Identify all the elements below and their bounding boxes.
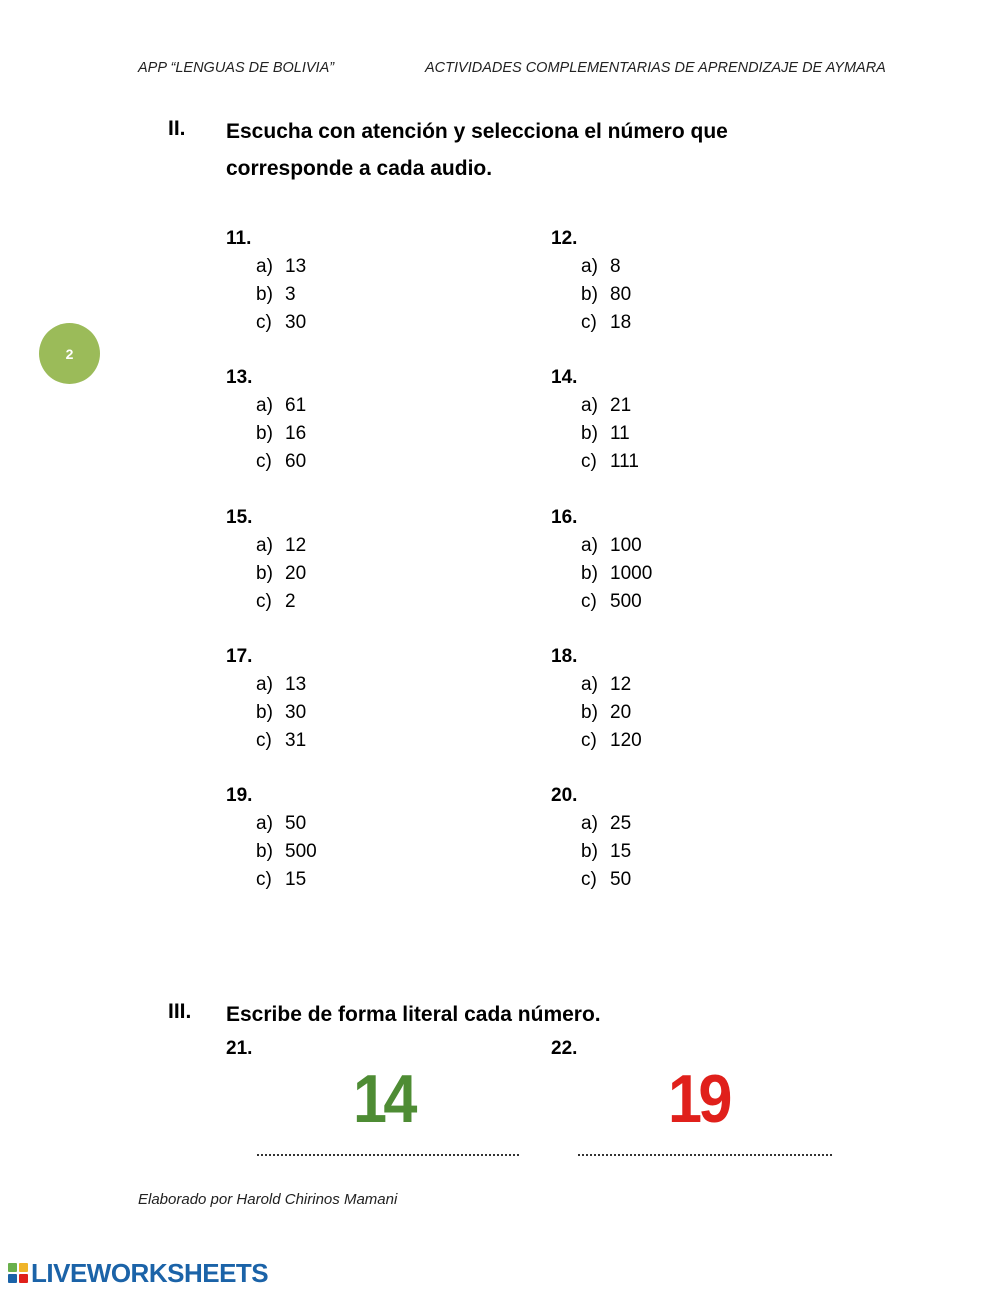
option-letter: a) [256, 256, 273, 277]
option-letter: c) [256, 730, 272, 751]
option-value: 120 [610, 730, 642, 751]
question-number: 19. [226, 785, 253, 806]
logo-grid-icon [8, 1263, 28, 1283]
option-value: 80 [610, 284, 632, 305]
option-c[interactable] [551, 727, 851, 755]
option-a[interactable] [551, 532, 851, 560]
option-letter: a) [256, 813, 273, 834]
liveworksheets-logo[interactable] [8, 1259, 268, 1287]
question-14 [551, 364, 851, 476]
option-letter: b) [256, 423, 273, 444]
option-letter: b) [581, 423, 598, 444]
option-value: 13 [285, 256, 307, 277]
page-number-badge: 2 [39, 323, 100, 384]
option-b[interactable] [551, 281, 851, 309]
option-a[interactable] [551, 671, 851, 699]
option-letter: c) [581, 451, 597, 472]
option-letter: b) [256, 563, 273, 584]
author-credit: Elaborado por Harold Chirinos Mamani [138, 1191, 398, 1208]
option-value: 21 [610, 395, 632, 416]
option-c[interactable] [226, 727, 526, 755]
option-value: 50 [285, 813, 307, 834]
question-15 [226, 504, 526, 616]
question-22-number: 22. [551, 1038, 578, 1059]
option-value: 16 [285, 423, 307, 444]
option-value: 18 [610, 312, 632, 333]
section-2-instruction: Escucha con atención y selecciona el número que corresponde a cada audio. [226, 120, 728, 180]
option-a[interactable] [226, 392, 526, 420]
option-letter: c) [581, 730, 597, 751]
question-number: 17. [226, 646, 253, 667]
option-b[interactable] [226, 420, 526, 448]
option-value: 12 [610, 674, 632, 695]
option-value: 111 [610, 451, 639, 472]
question-number: 20. [551, 785, 578, 806]
option-value: 15 [610, 841, 632, 862]
brand-name: LIVEWORKSHEETS [31, 1257, 269, 1288]
answer-field-22[interactable] [578, 1140, 832, 1156]
option-c[interactable] [226, 309, 526, 337]
header-app-title: APP “LENGUAS DE BOLIVIA” [138, 60, 335, 76]
option-letter: c) [256, 869, 272, 890]
option-letter: b) [581, 284, 598, 305]
option-c[interactable] [226, 448, 526, 476]
option-value: 30 [285, 702, 307, 723]
option-a[interactable] [226, 810, 526, 838]
option-letter: a) [581, 256, 598, 277]
option-value: 2 [285, 591, 296, 612]
question-20 [551, 782, 851, 894]
option-a[interactable] [226, 671, 526, 699]
question-21-number: 21. [226, 1038, 253, 1059]
option-letter: a) [581, 535, 598, 556]
option-letter: b) [256, 702, 273, 723]
option-b[interactable] [551, 420, 851, 448]
question-19 [226, 782, 526, 894]
option-c[interactable] [551, 588, 851, 616]
option-b[interactable] [551, 838, 851, 866]
option-letter: b) [581, 841, 598, 862]
header-activity-title: ACTIVIDADES COMPLEMENTARIAS DE APRENDIZAJE DE AYMARA [425, 60, 886, 76]
option-value: 31 [285, 730, 307, 751]
option-value: 500 [610, 591, 642, 612]
option-letter: b) [581, 563, 598, 584]
option-a[interactable] [551, 392, 851, 420]
option-b[interactable] [226, 281, 526, 309]
question-number: 12. [551, 228, 578, 249]
option-letter: a) [581, 813, 598, 834]
section-3-instruction: Escribe de forma literal cada número. [226, 1003, 601, 1026]
question-number: 11. [226, 228, 252, 249]
logo-cell [8, 1274, 17, 1283]
option-b[interactable] [551, 699, 851, 727]
option-c[interactable] [551, 309, 851, 337]
question-17 [226, 643, 526, 755]
option-letter: a) [256, 395, 273, 416]
option-value: 500 [285, 841, 317, 862]
option-value: 1000 [610, 563, 653, 584]
option-a[interactable] [551, 253, 851, 281]
option-letter: a) [581, 674, 598, 695]
option-value: 60 [285, 451, 307, 472]
logo-cell [8, 1263, 17, 1272]
option-value: 20 [610, 702, 632, 723]
logo-cell [19, 1274, 28, 1283]
question-number: 15. [226, 507, 253, 528]
logo-cell [19, 1263, 28, 1272]
answer-field-21[interactable] [257, 1140, 519, 1156]
option-value: 30 [285, 312, 307, 333]
number-image-14: 14 [353, 1061, 414, 1137]
question-11 [226, 225, 526, 337]
option-letter: b) [256, 841, 273, 862]
option-value: 25 [610, 813, 632, 834]
option-value: 50 [610, 869, 632, 890]
option-value: 13 [285, 674, 307, 695]
option-a[interactable] [226, 532, 526, 560]
number-image-19: 19 [668, 1061, 729, 1137]
question-number: 13. [226, 367, 253, 388]
option-letter: a) [256, 674, 273, 695]
option-letter: b) [256, 284, 273, 305]
option-value: 11 [610, 423, 630, 444]
option-value: 100 [610, 535, 642, 556]
option-value: 3 [285, 284, 296, 305]
option-c[interactable] [226, 866, 526, 894]
section-3-numeral: III. [168, 1000, 192, 1023]
option-letter: c) [256, 451, 272, 472]
option-b[interactable] [226, 560, 526, 588]
option-value: 15 [285, 869, 307, 890]
section-2-numeral: II. [168, 117, 186, 140]
option-c[interactable] [551, 866, 851, 894]
question-18 [551, 643, 851, 755]
option-a[interactable] [551, 810, 851, 838]
option-value: 20 [285, 563, 307, 584]
option-value: 61 [285, 395, 307, 416]
option-value: 8 [610, 256, 621, 277]
option-letter: c) [581, 591, 597, 612]
question-number: 18. [551, 646, 578, 667]
option-letter: a) [256, 535, 273, 556]
option-value: 12 [285, 535, 307, 556]
option-letter: c) [256, 591, 272, 612]
option-letter: c) [581, 869, 597, 890]
option-b[interactable] [226, 838, 526, 866]
question-13 [226, 364, 526, 476]
option-b[interactable] [226, 699, 526, 727]
question-16 [551, 504, 851, 616]
option-c[interactable] [226, 588, 526, 616]
option-letter: c) [256, 312, 272, 333]
option-letter: b) [581, 702, 598, 723]
question-number: 14. [551, 367, 578, 388]
question-12 [551, 225, 851, 337]
question-number: 16. [551, 507, 578, 528]
option-c[interactable] [551, 448, 851, 476]
option-letter: c) [581, 312, 597, 333]
option-letter: a) [581, 395, 598, 416]
option-a[interactable] [226, 253, 526, 281]
option-b[interactable] [551, 560, 851, 588]
